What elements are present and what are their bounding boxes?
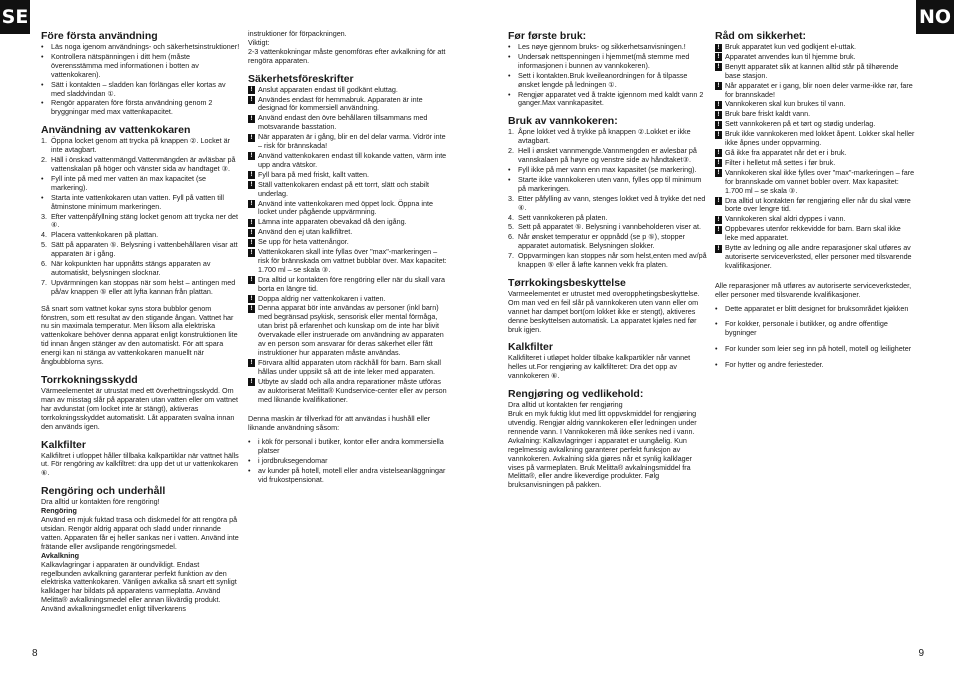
warning-item <box>715 63 915 81</box>
step-number: 2. <box>508 146 514 156</box>
list-item: • Sätt i kontakten – sladden kan förlängas eller kortas av med sladdvindan ①. <box>41 81 241 99</box>
step-number: • <box>41 192 44 202</box>
warning-text: Sett vannkokeren på et tørt og stødig underlag. <box>725 119 876 129</box>
warning-text: Lämna inte apparaten obevakad då den igång. <box>258 217 407 227</box>
warning-item <box>248 276 448 294</box>
warning-icon: ! <box>248 229 255 237</box>
heading-cleaning: Rengöring och underhåll <box>41 485 166 498</box>
step-item <box>41 260 241 278</box>
descaling-paragraph: Kalkavlagringar i apparaten är oundvikligt. Endast regelbunden avkalkning garanterar perfekt funktion av den elektriska vattenkokaren. Vänligen avkalka så snart ett synligt kalklager har bildats på apparatens varmeplatta. Använd Melitta® avkalkningsmedel eller annan likvärdig produkt. Använd avkalkningsmedlet enligt tillverkarens <box>41 559 237 614</box>
warning-text: Benytt apparatet slik at kannen alltid står på tilhørende base stasjon. <box>725 61 899 80</box>
step-number: 1. <box>508 127 514 137</box>
before-list-no <box>508 43 708 108</box>
step-number: 5. <box>41 240 47 250</box>
safety-list <box>248 86 448 405</box>
step-item <box>41 137 241 155</box>
warning-icon: ! <box>248 239 255 247</box>
language-tab-se: SE <box>0 0 30 34</box>
cleaning-note-no: Dra alltid ut kontakten før rengjøring <box>508 400 623 410</box>
warning-text: Doppa aldrig ner vattenkokaren i vatten. <box>258 293 386 303</box>
warning-text: Vannkokeren skal aldri dyppes i vann. <box>725 214 846 224</box>
warning-icon: ! <box>715 149 722 157</box>
warning-text: Se upp för heta vattenångor. <box>258 237 349 247</box>
warning-icon: ! <box>715 121 722 129</box>
step-text: Öppna locket genom att trycka på knappen ②. Locket är inte avtagbart. <box>51 136 231 155</box>
page-number-left: 8 <box>32 648 38 659</box>
step-item <box>41 241 241 259</box>
warning-item <box>248 238 448 247</box>
dry-paragraph: Värmeelementet är utrustat med ett överhettningsskydd. Om man av misstag slår på apparaten utan vatten eller om vattnet har avdunstat (om locket inte är stängt), aktiveras torrkokningsskyddet automatiskt. Låt apparaten svalna innan den används igen. <box>41 386 238 431</box>
heading-dry-protection: Torrkokningsskydd <box>41 374 138 386</box>
warning-item <box>715 43 915 52</box>
step-text: Fyll ikke på mer vann enn max kapasitet (se markering). <box>518 164 697 174</box>
safety-list-no <box>715 43 915 271</box>
step-number: 1. <box>41 136 47 146</box>
warning-text: Bruk ikke vannkokeren med lokket åpent. Lokker skal heller ikke åpnes under oppvarming. <box>725 129 915 148</box>
warning-item <box>248 86 448 95</box>
warning-icon: ! <box>248 276 255 284</box>
step-number: 3. <box>508 193 514 203</box>
step-number: • <box>41 173 44 183</box>
warning-icon: ! <box>715 197 722 205</box>
step-number: 7. <box>508 251 514 261</box>
list-item: • i jordbruksegendomar <box>248 457 448 466</box>
heading-dry-protection-no: Tørrkokingsbeskyttelse <box>508 276 626 289</box>
step-number: • <box>508 174 511 184</box>
warning-text: Användes endast för hemmabruk. Apparaten är inte designad för kommersiell användning. <box>258 94 423 113</box>
warning-text: Bruk apparatet kun ved godkjent el-uttak. <box>725 42 857 51</box>
list-item: • Dette apparatet er blitt designet for bruksområdet kjøkken <box>715 305 915 314</box>
cleaning-subheading: Rengöring <box>41 506 77 516</box>
warning-item <box>715 244 915 271</box>
warning-icon: ! <box>248 115 255 123</box>
list-item: • For kokker, personale i butikker, og andre offentlige bygninger <box>715 320 915 338</box>
warning-text: Vattenkokaren skall inte fyllas över "max"-markeringen – risk för brännskada om vattnet bubblar över. Max kapacitet: 1.700 ml – se skala ③. <box>258 247 447 274</box>
warning-text: När apparaten är i gång, blir en del delar varma. Vidrör inte – risk för brännskada! <box>258 132 446 151</box>
warning-icon: ! <box>248 305 255 313</box>
service-paragraph: Alle reparasjoner må utføres av autoriserte serviceverksteder, eller personer med tilsvarende kvalifikasjoner. <box>715 280 912 299</box>
warning-icon: ! <box>248 134 255 142</box>
filter-paragraph-no: Kalkfilteret i utløpet holder tilbake kalkpartikler når vannet helles ut.For rengjøring av kalkfilteret: Dra det opp av vannkokeren ⑥. <box>508 353 691 381</box>
step-text: Häll i önskad vattenmängd.Vattenmängden är avläsbar på vattenskalan på höger och vänster sida av handtaget ③. <box>51 155 236 173</box>
list-item: • av kunder på hotell, motell eller andra vistelseanläggningar vid frukostpensionat. <box>248 467 448 485</box>
warning-icon: ! <box>715 245 722 253</box>
warning-item <box>248 304 448 357</box>
warning-icon: ! <box>715 53 722 61</box>
step-number: 3. <box>41 211 47 221</box>
step-number: 6. <box>508 232 514 242</box>
use-list <box>248 438 448 485</box>
step-number: • <box>508 164 511 174</box>
step-item <box>41 279 241 297</box>
warning-item <box>248 181 448 199</box>
warning-text: Dra alltid ur kontakten före rengöring eller när du skall vara borta en längre tid. <box>258 274 445 293</box>
step-item <box>41 175 241 193</box>
step-number: 4. <box>508 212 514 222</box>
warning-text: Vannkokeren skal kun brukes til vann. <box>725 99 846 109</box>
dry-paragraph-no: Varmeelementet er utrustet med overopphetingsbeskyttelse. Om man ved en feil slår på vannkokeren uten vann eller om vannet har dampet bort(om lokket ikke er stengt), aktiveres denne beskyttelsen automatisk. La apparatet kjøles ned før bruk igjen. <box>508 288 700 334</box>
step-text: Når ønsket temperatur er oppnådd (se p ⑤), stopper apparatet automatisk. Belysningen slokker. <box>518 232 686 251</box>
no-column-2 <box>715 30 915 377</box>
step-item <box>41 194 241 212</box>
warning-item <box>248 295 448 304</box>
usage-paragraph: Så snart som vattnet kokar syns stora bubblor genom fönstren, som ett resultat av den stigande ångan. Vattnet har nu sin maximala temperatur. Men liksom alla elektriska vattenkokare behöver denna apparat enligt konstruktionen lite tid innan ången stänger av den automatiskt. För att spara energi kan ni stänga av vattenkokaren manuellt när ångbubblorna syns. <box>41 303 238 367</box>
warning-icon: ! <box>715 216 722 224</box>
se-column-1 <box>41 30 241 614</box>
warning-icon: ! <box>715 101 722 109</box>
list-item: • Rengör apparaten före första användning genom 2 bryggningar med max vattenkapacitet. <box>41 99 241 117</box>
warning-icon: ! <box>715 82 722 90</box>
list-item: • For kunder som leier seg inn på hotell, motell og leiligheter <box>715 345 915 354</box>
warning-text: Oppbevares utenfor rekkevidde for barn. Barn skal ikke leke med apparatet. <box>725 224 901 243</box>
warning-item <box>248 248 448 275</box>
list-item: • Kontrollera nätspänningen i ditt hem (måste överensstämma med informationen i botten av vattenkokaren). <box>41 53 241 80</box>
step-item <box>508 128 708 146</box>
heading-filter: Kalkfilter <box>41 438 86 451</box>
warning-item <box>248 114 448 132</box>
warning-icon: ! <box>715 169 722 177</box>
step-text: Starta inte vattenkokaren utan vatten. Fyll på vatten till åtminstone minimum markeringen. <box>51 192 224 211</box>
heading-safety: Säkerhetsföreskrifter <box>248 72 354 85</box>
use-intro: Denna maskin är tillverkad för att användas i hushåll eller liknande användning såsom: <box>248 414 431 433</box>
step-text: Upvärmningen kan stoppas när som helst – antingen med på/av knappen ⑤ eller att lyfta kannan från plattan. <box>51 277 236 296</box>
warning-text: Bytte av ledning og alle andre reparasjoner skal utføres av autoriserte serviceverksted, eller personer med tilsvarende kvalifikasjoner. <box>725 243 912 270</box>
heading-before-first-use: Före första användning <box>41 30 158 42</box>
step-text: Sätt på apparaten ⑤. Belysning i vattenbehållaren visar att apparaten är i gång. <box>51 240 238 259</box>
cleaning-paragraph-no: Bruk en myk fuktig klut med litt oppvskmiddel for rengjøring utvendig. Rengjør aldrig vannkokeren eller ledningen under rennende vann. I Vannkokeren må ikke senkes ned i vann. <box>508 409 697 436</box>
se-column-2 <box>248 30 448 488</box>
step-item <box>508 147 708 165</box>
filter-paragraph: Kalkfiltret i utloppet håller tillbaka kalkpartiklar när vattnet hälls ut. För rengöring av kalkfiltret: dra upp det ut ur vattenkokaren ⑥. <box>41 450 239 478</box>
heading-filter-no: Kalkfilter <box>508 341 553 354</box>
step-item <box>508 166 708 175</box>
step-text: Placera vattenkokaren på plattan. <box>51 230 159 240</box>
page-number-right: 9 <box>918 648 924 659</box>
list-item: • Sett i kontakten.Bruk kveileanordningen for å tilpasse ønsket lengde på ledningen ①. <box>508 72 708 90</box>
warning-icon: ! <box>248 96 255 104</box>
cleaning-paragraph: Använd en mjuk fuktad trasa och diskmedel för att rengöra på utsidan. Rengör aldrig apparat och sladd under rinnande vatten. Apparaten får ej heller sankas ner i vatten. Använd inte frätande eller avslipande rengöringsmedel. <box>41 515 239 551</box>
warning-text: Använd vattenkokaren endast till kokande vatten, värm inte upp andra vätskor. <box>258 150 447 169</box>
step-item <box>508 176 708 194</box>
step-item <box>508 195 708 213</box>
step-item <box>41 231 241 240</box>
warning-item <box>248 171 448 180</box>
warning-text: Gå ikke fra apparatet når det er i bruk. <box>725 147 847 157</box>
step-text: Sett på apparatet ⑤. Belysning i vannbeholderen viser at. <box>518 222 702 232</box>
warning-text: Filter i helletut må settes i før bruk. <box>725 157 836 167</box>
step-item <box>41 213 241 231</box>
heading-safety-no: Råd om sikkerhet: <box>715 30 807 42</box>
step-text: Etter påfylling av vann, stenges lokket ved å trykke det ned ④. <box>518 193 706 212</box>
step-text: Oppvarmingen kan stoppes når som helst,enten med av/på knappen ⑤ eller å løfte kannen vekk fra platen. <box>518 251 707 270</box>
warning-text: Använd endast den övre behållaren tillsammans med motsvarande basstation. <box>258 113 428 132</box>
warning-item <box>715 159 915 168</box>
important-text: 2-3 vattenkokningar måste genomföras efter avkalkning för att rengöra apparaten. <box>248 46 446 65</box>
warning-icon: ! <box>248 295 255 303</box>
warning-item <box>248 218 448 227</box>
list-item: • For hytter og andre feriesteder. <box>715 361 915 370</box>
language-tab-no: NO <box>916 0 954 34</box>
step-number: 4. <box>41 230 47 240</box>
descaling-paragraph-no: Avkalning: Kalkavlagringer i apparatet er uungåelig. Kun regelmessig avkalkning garanterer perfekt funksjon av vannkokeren. Avkalning skla gjøres når et synlig kalklager vises på varmeplaten. Bruk Melitta® avkalningsmiddel fra Melitta®, eller andre likeverdige produkter. Følg bruksanvisningen på pakken. <box>508 435 693 490</box>
warning-icon: ! <box>248 249 255 257</box>
cleaning-note: Dra alltid ur kontakten före rengöring! <box>41 497 160 507</box>
warning-text: Ställ vattenkokaren endast på ett torrt, slätt och stabilt underlag. <box>258 179 429 198</box>
warning-item <box>715 149 915 158</box>
important-label: Viktigt: <box>248 37 270 47</box>
use-list-no <box>715 305 915 371</box>
warning-icon: ! <box>248 359 255 367</box>
step-number: 6. <box>41 259 47 269</box>
heading-usage: Användning av vattenkokaren <box>41 124 191 137</box>
warning-text: Använd den ej utan kalkfiltret. <box>258 227 353 237</box>
warning-item <box>715 215 915 224</box>
warning-text: Vannkokeren skal ikke fylles over "max"-markeringen – fare for brannskade om vannet bobler overr. Max kapasitet: 1.700 ml – se skala ③. <box>725 167 915 195</box>
warning-item <box>248 378 448 405</box>
warning-item <box>248 200 448 218</box>
warning-text: Apparatet anvendes kun til hjemme bruk. <box>725 51 856 61</box>
warning-item <box>715 197 915 215</box>
step-text: Fyll inte på med mer vatten än max kapacitet (se markering). <box>51 173 206 192</box>
step-item <box>508 223 708 232</box>
list-item: • Läs noga igenom användnings- och säkerhetsinstruktioner! <box>41 43 241 52</box>
step-number: 2. <box>41 155 47 165</box>
warning-icon: ! <box>248 219 255 227</box>
warning-item <box>715 110 915 119</box>
step-text: Hell i ønsket vannmengde.Vannmengden er avlesbar på vannskalaen på høyre og venstre side av håndtaket③. <box>518 146 697 165</box>
warning-icon: ! <box>248 152 255 160</box>
no-column-1 <box>508 30 708 490</box>
step-item <box>508 233 708 251</box>
warning-item <box>248 152 448 170</box>
warning-icon: ! <box>715 131 722 139</box>
warning-item <box>248 133 448 151</box>
step-text: När kokpunkten har uppnåtts stängs apparaten av automatiskt, belysningen slocknar. <box>51 259 211 277</box>
usage-steps <box>41 137 241 296</box>
heading-before-first-use-no: Før første bruk: <box>508 30 587 42</box>
warning-item <box>248 359 448 377</box>
warning-icon: ! <box>715 159 722 167</box>
step-number: 7. <box>41 277 47 287</box>
step-text: Åpne lokket ved å trykke på knappen ②.Lokket er ikke avtagbart. <box>518 127 691 146</box>
list-item: • Rengjør apparatet ved å trakte igjennom med kaldt vann 2 ganger.Max vannkapasitet. <box>508 91 708 109</box>
warning-item <box>715 130 915 148</box>
warning-item <box>715 53 915 62</box>
warning-text: Förvara alltid apparaten utom räckhåll för barn. Barn skall hållas under uppsikt så att de inte leker med apparaten. <box>258 357 441 376</box>
warning-item <box>715 82 915 100</box>
warning-icon: ! <box>248 378 255 386</box>
warning-item <box>248 228 448 237</box>
heading-cleaning-no: Rengjøring og vedlikehold: <box>508 388 644 401</box>
warning-icon: ! <box>248 171 255 179</box>
step-item <box>508 214 708 223</box>
warning-item <box>248 96 448 114</box>
warning-text: Anslut apparaten endast till godkänt eluttag. <box>258 84 398 94</box>
continued-text: instruktioner för förpackningen. <box>248 30 347 38</box>
warning-icon: ! <box>248 86 255 94</box>
step-item <box>41 156 241 174</box>
warning-text: Når apparatet er i gang, blir noen deler varme-ikke rør, fare for brannskade! <box>725 80 913 99</box>
warning-text: Utbyte av sladd och alla andra reparationer måste utföras av auktoriserat Melitta® Kundservice-center eller av person med liknande kvalifikationer. <box>258 376 447 404</box>
before-list <box>41 43 241 117</box>
warning-icon: ! <box>248 200 255 208</box>
warning-icon: ! <box>715 226 722 234</box>
warning-text: Dra alltid ut kontakten før rengjøring eller når du skal være borte over lengre tid. <box>725 195 911 214</box>
heading-usage-no: Bruk av vannkokeren: <box>508 115 618 128</box>
step-text: Efter vattenpåfyllning stäng locket genom att trycka ner det ④. <box>51 211 238 230</box>
warning-text: Använd inte vattenkokaren med öppet lock. Öppna inte locket under pågående uppvärmning. <box>258 198 434 217</box>
warning-icon: ! <box>715 111 722 119</box>
list-item: • i kök för personal i butiker, kontor eller andra kommersiella platser <box>248 438 448 456</box>
warning-item <box>715 100 915 109</box>
warning-icon: ! <box>248 181 255 189</box>
warning-item <box>715 225 915 243</box>
step-text: Sett vannkokeren på platen. <box>518 212 608 222</box>
step-text: Starte ikke vannkokeren uten vann, fylles opp til minimum på markeringen. <box>518 174 702 193</box>
list-item: • Undersøk nettspenningen i hjemmet(må stemme med informasjonen i bunnen av vannkokeren). <box>508 53 708 71</box>
step-item <box>508 252 708 270</box>
warning-item <box>715 169 915 196</box>
warning-icon: ! <box>715 63 722 71</box>
warning-text: Denna apparat bör inte användas av personer (inkl barn) med begränsad psykisk, sensorisk eller mental förmåga, utan brist på erfarenhet och kunskap om de inte har blivit övervakade eller instruerade om användning av apparaten av en person som ansvarar för deras säkerhet eller fått instruktioner hur apparaten måste användas. <box>258 303 444 357</box>
warning-text: Fyll bara på med friskt, kallt vatten. <box>258 169 370 179</box>
warning-text: Bruk bare friskt kaldt vann. <box>725 109 811 119</box>
warning-icon: ! <box>715 44 722 52</box>
descaling-subheading: Avkalkning <box>41 550 80 560</box>
step-number: 5. <box>508 222 514 232</box>
list-item: • Les nøye gjennom bruks- og sikkerhetsanvisningen.! <box>508 43 708 52</box>
usage-steps-no <box>508 128 708 270</box>
warning-item <box>715 120 915 129</box>
